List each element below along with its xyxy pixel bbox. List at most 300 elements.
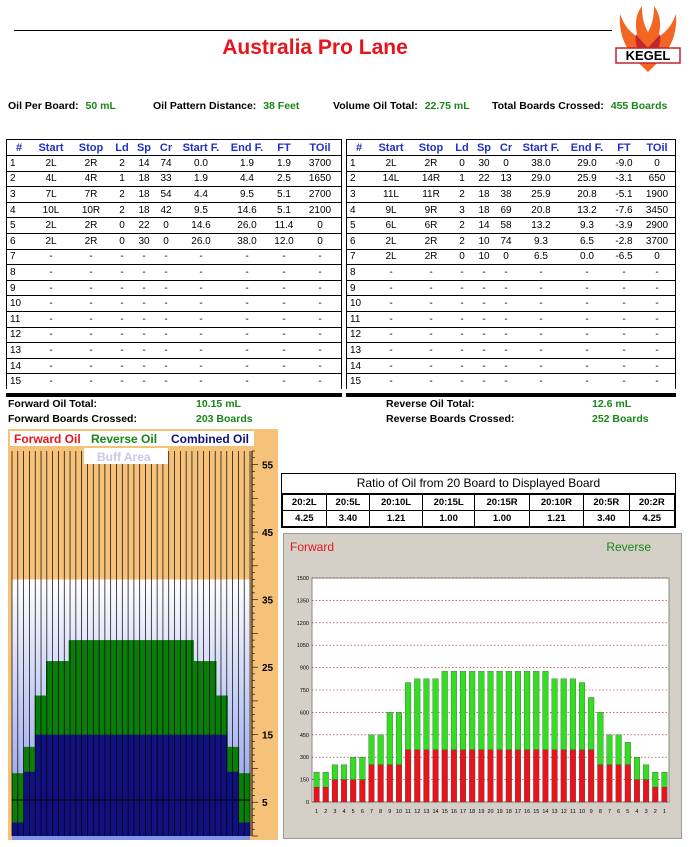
x-tick-label: 18	[469, 809, 476, 815]
x-tick-label: 17	[459, 809, 467, 815]
reverse-step-row	[347, 265, 675, 281]
forward-cell: -	[299, 358, 341, 374]
y-tick-label: 750	[299, 688, 309, 694]
reverse-cell: 2R	[411, 233, 451, 249]
reverse-cell: 6.5	[565, 233, 609, 249]
ratio-value: 4.25	[283, 511, 327, 527]
forward-cell: -	[133, 358, 155, 374]
reverse-bar	[579, 683, 585, 750]
forward-cell: 4	[7, 202, 31, 218]
forward-cell: 10R	[71, 202, 111, 218]
forward-cell: 9	[7, 280, 31, 296]
total-boards-label: Total Boards Crossed:	[492, 100, 604, 112]
reverse-cell: -	[451, 311, 473, 327]
lane-oil-graph	[8, 429, 278, 840]
forward-cell: -	[111, 265, 133, 281]
forward-cell: 30	[133, 233, 155, 249]
reverse-cell: 38.0	[517, 156, 565, 172]
reverse-cell: -	[609, 358, 639, 374]
reverse-bar	[341, 765, 347, 780]
reverse-cell: 74	[495, 233, 517, 249]
scale-label: 5	[262, 798, 268, 810]
reverse-cell: 13	[495, 171, 517, 187]
reverse-cell: -	[473, 327, 495, 343]
forward-bar	[387, 765, 393, 802]
forward-col-header: TOil	[309, 141, 331, 154]
reverse-cell: -	[411, 265, 451, 281]
forward-boards-label: Forward Boards Crossed:	[8, 413, 137, 425]
reverse-cell: -	[473, 296, 495, 312]
ratio-header: 20:5L	[326, 495, 370, 511]
reverse-bar	[387, 712, 393, 764]
reverse-cell: 2	[451, 187, 473, 203]
forward-boards-value: 203 Boards	[196, 413, 253, 425]
combined-oil-bar	[233, 772, 239, 836]
reverse-step-row	[347, 296, 675, 312]
reverse-step-row	[347, 218, 675, 234]
forward-cell: -	[299, 296, 341, 312]
combined-oil-bar	[82, 735, 88, 836]
reverse-cell: 14	[347, 358, 371, 374]
x-tick-label: 15	[533, 809, 540, 815]
reverse-cell: -	[639, 265, 675, 281]
reverse-bar	[634, 757, 640, 779]
forward-cell: -	[269, 311, 299, 327]
forward-bar	[378, 765, 384, 802]
forward-col-header: Start F.	[182, 141, 220, 154]
reverse-cell: 2R	[411, 249, 451, 265]
forward-cell: 2L	[31, 156, 71, 172]
forward-cell: -	[155, 343, 177, 359]
reverse-cell: -	[495, 374, 517, 389]
reverse-bar	[543, 671, 549, 749]
forward-col-header: Stop	[78, 141, 104, 154]
forward-cell: -	[269, 249, 299, 265]
forward-cell: -	[111, 343, 133, 359]
reverse-col-header: Start F.	[522, 141, 560, 154]
forward-cell: -	[269, 358, 299, 374]
y-tick-label: 1350	[296, 598, 309, 605]
forward-cell: -	[225, 311, 269, 327]
combined-oil-bar	[99, 735, 105, 836]
forward-cell: -	[155, 358, 177, 374]
reverse-cell: 3450	[639, 202, 675, 218]
forward-cell: 7	[7, 249, 31, 265]
combined-oil-bar	[53, 735, 59, 836]
chart-forward-label: Forward	[290, 540, 335, 554]
reverse-cell: -	[451, 343, 473, 359]
legend-reverse: Reverse Oil	[91, 432, 158, 446]
reverse-cell: -	[517, 265, 565, 281]
forward-cell: -	[133, 296, 155, 312]
forward-cell: 2R	[71, 233, 111, 249]
reverse-cell: -	[473, 280, 495, 296]
reverse-cell: -	[495, 280, 517, 296]
total-boards-crossed	[492, 100, 667, 112]
reverse-bar	[506, 671, 512, 749]
x-tick-label: 1	[315, 809, 319, 815]
forward-bar	[533, 750, 539, 802]
x-tick-label: 20	[487, 809, 494, 815]
combined-oil-bar	[24, 772, 30, 836]
reverse-boards-label: Reverse Boards Crossed:	[386, 413, 515, 425]
reverse-bar	[451, 671, 457, 749]
volume-oil-total	[333, 100, 470, 112]
reverse-oil-total-label: Reverse Oil Total:	[386, 398, 475, 410]
reverse-cell: -	[473, 311, 495, 327]
combined-oil-bar	[116, 735, 122, 836]
combined-oil-bar	[64, 735, 70, 836]
reverse-cell: -	[371, 343, 411, 359]
reverse-cell: 14	[473, 218, 495, 234]
x-tick-label: 6	[360, 809, 364, 815]
x-tick-label: 2	[653, 809, 657, 815]
reverse-cell: 10	[347, 296, 371, 312]
forward-cell: -	[133, 327, 155, 343]
volume-oil-total-value: 22.75 mL	[424, 100, 470, 112]
reverse-cell: -	[371, 327, 411, 343]
reverse-cell: 10	[473, 233, 495, 249]
reverse-cell: 14R	[411, 171, 451, 187]
y-tick-label: 1200	[296, 620, 309, 627]
forward-cell: 22	[133, 218, 155, 234]
reverse-bar	[533, 671, 539, 749]
total-boards-value: 455 Boards	[610, 100, 668, 112]
forward-cell: 18	[133, 202, 155, 218]
forward-cell: -	[111, 374, 133, 389]
combined-oil-bar	[93, 735, 99, 836]
forward-cell: -	[225, 265, 269, 281]
reverse-cell: -	[473, 343, 495, 359]
pattern-distance	[153, 100, 299, 112]
reverse-cell: -	[517, 358, 565, 374]
forward-cell: 2L	[31, 233, 71, 249]
forward-bar	[652, 787, 658, 802]
reverse-cell: -	[371, 374, 411, 389]
forward-step-row	[7, 374, 341, 389]
reverse-cell: -	[495, 296, 517, 312]
reverse-step-row	[347, 358, 675, 374]
reverse-cell: -	[609, 343, 639, 359]
scale-label: 55	[262, 460, 274, 472]
forward-cell: 0	[111, 233, 133, 249]
forward-cell: -	[177, 327, 225, 343]
reverse-cell: 7	[347, 249, 371, 265]
forward-step-row	[7, 358, 341, 374]
reverse-step-row	[347, 202, 675, 218]
reverse-cell: -	[565, 358, 609, 374]
reverse-col-header: Ld	[455, 141, 469, 154]
reverse-cell: 9L	[371, 202, 411, 218]
reverse-step-row	[347, 187, 675, 203]
forward-cell: 33	[155, 171, 177, 187]
reverse-cell: -2.8	[609, 233, 639, 249]
forward-oil-total-value: 10.15 mL	[196, 398, 241, 410]
forward-cell: -	[225, 280, 269, 296]
forward-col-header: #	[15, 141, 23, 154]
combined-oil-bar	[227, 772, 233, 836]
forward-cell: 0.0	[177, 156, 225, 172]
x-tick-label: 4	[635, 809, 639, 815]
forward-cell: 2	[7, 171, 31, 187]
forward-bar	[414, 750, 420, 802]
reverse-cell: 18	[473, 202, 495, 218]
forward-cell: 12.0	[269, 233, 299, 249]
forward-cell: -	[31, 280, 71, 296]
reverse-bar	[424, 679, 430, 750]
forward-cell: 1.9	[269, 156, 299, 172]
x-tick-label: 15	[441, 809, 448, 815]
forward-step-row	[7, 187, 341, 203]
reverse-bar	[561, 679, 567, 750]
reverse-step-row	[347, 156, 675, 172]
reverse-cell: 9.3	[565, 218, 609, 234]
forward-col-header: FT	[277, 141, 291, 154]
reverse-cell: 13.2	[517, 218, 565, 234]
forward-bar	[332, 780, 338, 802]
forward-cell: 42	[155, 202, 177, 218]
reverse-bar	[598, 712, 604, 764]
reverse-cell: -	[609, 296, 639, 312]
forward-cell: -	[299, 249, 341, 265]
combined-oil-bar	[47, 735, 53, 836]
reverse-cell: -	[495, 358, 517, 374]
reverse-cell: -	[517, 343, 565, 359]
x-tick-label: 11	[405, 809, 411, 815]
reverse-cell: 5	[347, 218, 371, 234]
forward-bar	[488, 750, 494, 802]
x-tick-label: 13	[423, 809, 430, 815]
forward-bar	[442, 750, 448, 802]
reverse-col-header: Cr	[499, 141, 513, 154]
reverse-cell: -	[495, 343, 517, 359]
reverse-col-header: Sp	[476, 141, 492, 154]
reverse-cell: -	[411, 374, 451, 389]
forward-cell: 2	[111, 202, 133, 218]
x-tick-label: 1	[662, 809, 666, 815]
forward-cell: -	[225, 343, 269, 359]
x-tick-label: 14	[542, 809, 549, 815]
forward-bar	[543, 750, 549, 802]
reverse-cell: -	[517, 280, 565, 296]
forward-cell: 11.4	[269, 218, 299, 234]
forward-cell: -	[111, 327, 133, 343]
reverse-cell: 6	[347, 233, 371, 249]
forward-cell: -	[177, 280, 225, 296]
forward-cell: 1.9	[177, 171, 225, 187]
combined-oil-bar	[105, 735, 111, 836]
forward-bar	[570, 750, 576, 802]
combined-oil-bar	[87, 735, 93, 836]
ratio-header: 20:10L	[370, 495, 423, 511]
reverse-cell: -	[639, 311, 675, 327]
reverse-cell: -	[565, 280, 609, 296]
reverse-cell: -	[565, 327, 609, 343]
reverse-cell: -	[411, 358, 451, 374]
x-tick-label: 8	[379, 809, 383, 815]
reverse-cell: -	[473, 265, 495, 281]
reverse-cell: -	[495, 265, 517, 281]
forward-cell: 15	[7, 374, 31, 389]
forward-bar	[341, 780, 347, 802]
reverse-cell: 2L	[371, 249, 411, 265]
legend-forward: Forward Oil	[14, 432, 81, 446]
reverse-cell: -	[639, 327, 675, 343]
legend-combined: Combined Oil	[171, 432, 249, 446]
reverse-cell: -6.5	[609, 249, 639, 265]
ratio-table-title: Ratio of Oil from 20 Board to Displayed Board	[282, 474, 675, 494]
reverse-step-row	[347, 343, 675, 359]
forward-oil-total-label: Forward Oil Total:	[8, 398, 98, 410]
reverse-bar	[652, 772, 658, 787]
reverse-cell: -7.6	[609, 202, 639, 218]
forward-bar	[460, 750, 466, 802]
reverse-cell: 11R	[411, 187, 451, 203]
forward-cell: -	[31, 311, 71, 327]
forward-bar	[579, 750, 585, 802]
reverse-cell: -	[411, 280, 451, 296]
ratio-table	[281, 473, 676, 528]
forward-bar	[552, 750, 558, 802]
ratio-value: 1.21	[529, 511, 583, 527]
reverse-cell: -	[639, 296, 675, 312]
reverse-oil-total-value: 12.6 mL	[592, 398, 632, 410]
forward-cell: -	[111, 311, 133, 327]
reverse-step-row	[347, 280, 675, 296]
forward-cell: -	[71, 358, 111, 374]
reverse-steps-table	[346, 139, 676, 389]
reverse-cell: -	[565, 374, 609, 389]
reverse-cell: 25.9	[565, 171, 609, 187]
y-tick-label: 150	[299, 777, 309, 784]
combined-oil-area	[12, 735, 251, 836]
forward-cell: -	[133, 343, 155, 359]
y-tick-label: 450	[299, 732, 309, 739]
x-tick-label: 4	[342, 809, 346, 815]
combined-oil-bar	[76, 735, 82, 836]
combined-oil-bar	[180, 735, 186, 836]
reverse-bar	[360, 757, 366, 779]
oil-per-board-label: Oil Per Board:	[8, 100, 79, 112]
forward-cell: -	[111, 280, 133, 296]
ratio-value: 1.21	[370, 511, 423, 527]
volume-oil-total-label: Volume Oil Total:	[333, 100, 418, 112]
forward-cell: -	[133, 249, 155, 265]
reverse-cell: 11L	[371, 187, 411, 203]
reverse-col-header: End F.	[570, 141, 604, 154]
forward-cell: 5.1	[269, 202, 299, 218]
forward-bar	[451, 750, 457, 802]
kegel-logo	[612, 2, 684, 82]
reverse-cell: 0	[639, 249, 675, 265]
forward-bar	[524, 750, 530, 802]
forward-col-header: Cr	[159, 141, 173, 154]
reverse-cell: 4	[347, 202, 371, 218]
reverse-cell: -	[371, 311, 411, 327]
reverse-cell: 1	[451, 171, 473, 187]
forward-cell: -	[177, 374, 225, 389]
forward-cell: -	[269, 374, 299, 389]
forward-cell: 18	[133, 171, 155, 187]
chart-reverse-label: Reverse	[606, 540, 651, 554]
page-title: Australia Pro Lane	[222, 36, 408, 59]
reverse-cell: -	[609, 374, 639, 389]
reverse-cell: -	[473, 374, 495, 389]
combined-oil-bar	[221, 735, 227, 836]
reverse-col-header: Stop	[418, 141, 444, 154]
forward-bar	[643, 780, 649, 802]
legend-buff: Buff Area	[97, 450, 151, 464]
reverse-cell: 20.8	[565, 187, 609, 203]
forward-step-row	[7, 280, 341, 296]
forward-cell: 2	[111, 187, 133, 203]
x-tick-label: 8	[598, 809, 602, 815]
forward-cell: 9.5	[225, 187, 269, 203]
board-oil-chart	[283, 533, 682, 839]
x-tick-label: 18	[505, 809, 512, 815]
reverse-cell: 2R	[411, 156, 451, 172]
reverse-cell: 30	[473, 156, 495, 172]
reverse-cell: 3	[347, 187, 371, 203]
forward-cell: 38.0	[225, 233, 269, 249]
reverse-step-row	[347, 311, 675, 327]
reverse-cell: 650	[639, 171, 675, 187]
reverse-cell: 0	[451, 156, 473, 172]
reverse-step-row	[347, 327, 675, 343]
combined-oil-bar	[128, 735, 134, 836]
top-rule	[14, 30, 612, 31]
forward-cell: -	[177, 311, 225, 327]
forward-bar	[634, 780, 640, 802]
forward-cell: 0	[111, 218, 133, 234]
x-tick-label: 3	[644, 809, 648, 815]
forward-cell: 0	[299, 233, 341, 249]
forward-cell: -	[225, 374, 269, 389]
reverse-col-header: Start	[378, 141, 404, 154]
reverse-cell: 8	[347, 265, 371, 281]
reverse-cell: -	[565, 343, 609, 359]
forward-bar	[350, 780, 356, 802]
x-tick-label: 5	[351, 809, 355, 815]
forward-bar	[588, 750, 594, 802]
forward-cell: -	[155, 311, 177, 327]
reverse-cell: -	[371, 296, 411, 312]
combined-oil-bar	[238, 822, 244, 836]
forward-cell: -	[299, 343, 341, 359]
forward-cell: 0	[299, 218, 341, 234]
forward-cell: -	[31, 374, 71, 389]
forward-cell: 1.9	[225, 156, 269, 172]
reverse-bar	[460, 671, 466, 749]
combined-oil-bar	[157, 735, 163, 836]
reverse-cell: 2900	[639, 218, 675, 234]
oil-per-board	[8, 100, 116, 112]
combined-oil-bar	[122, 735, 128, 836]
reverse-cell: 6L	[371, 218, 411, 234]
forward-cell: 2R	[71, 156, 111, 172]
forward-cell: -	[133, 265, 155, 281]
x-tick-label: 16	[524, 809, 531, 815]
combined-oil-bar	[70, 735, 76, 836]
reverse-cell: -	[609, 327, 639, 343]
forward-cell: 18	[133, 187, 155, 203]
forward-cell: -	[31, 327, 71, 343]
combined-oil-bar	[18, 822, 24, 836]
reverse-cell: -	[411, 343, 451, 359]
x-tick-label: 3	[333, 809, 337, 815]
buff-region	[12, 451, 250, 579]
forward-cell: 3700	[299, 156, 341, 172]
